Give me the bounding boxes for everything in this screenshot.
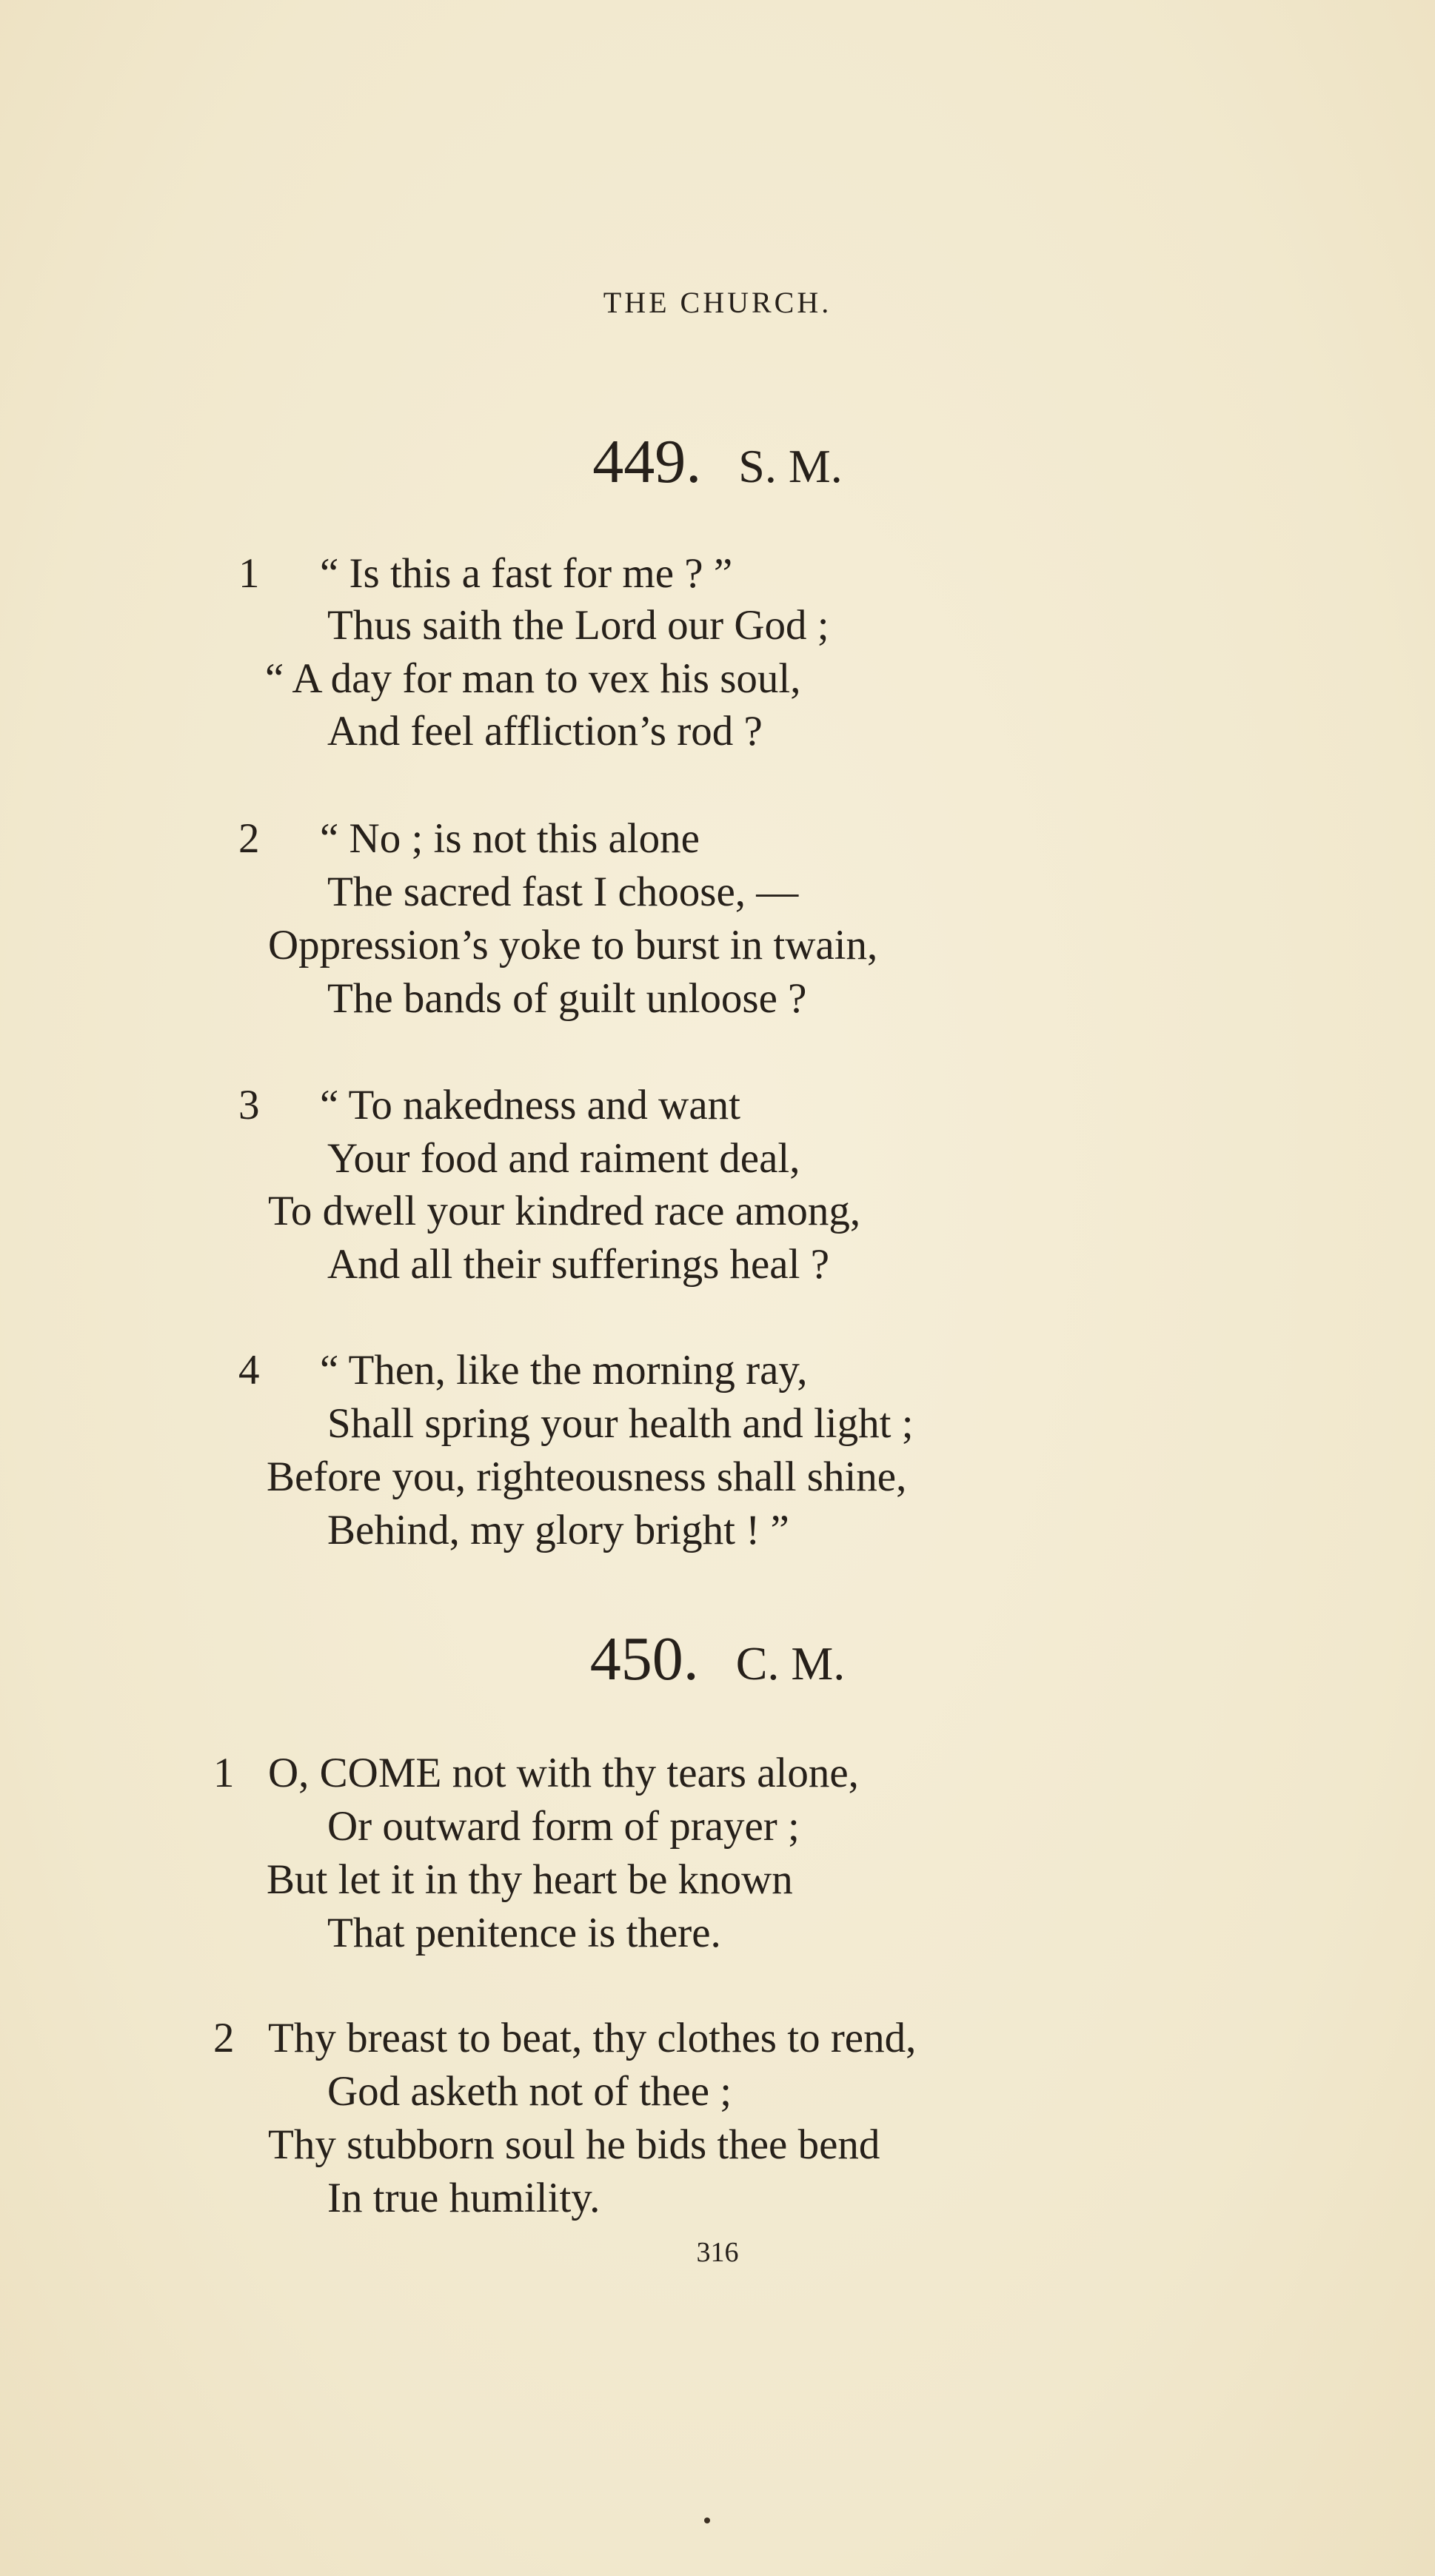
verse-line: Before you, righteousness shall shine, xyxy=(267,1453,907,1500)
verse-number: 1 xyxy=(238,550,260,597)
verse-line: Or outward form of prayer ; xyxy=(327,1803,800,1850)
verse-line: O, COME not with thy tears alone, xyxy=(268,1750,859,1796)
verse-line: “ No ; is not this alone xyxy=(320,815,700,862)
verse-line: Thus saith the Lord our God ; xyxy=(327,602,829,649)
verse-line: Shall spring your health and light ; xyxy=(327,1400,914,1447)
verse-line: In true humility. xyxy=(327,2175,601,2221)
hymn-heading xyxy=(0,426,1435,498)
verse-line: But let it in thy heart be known xyxy=(267,1856,793,1903)
verse-number: 1 xyxy=(213,1750,235,1796)
verse-number: 4 xyxy=(238,1347,260,1394)
hymn-meter: C. M. xyxy=(735,1637,846,1690)
page-number: 316 xyxy=(696,2237,739,2268)
verse-line: “ Then, like the morning ray, xyxy=(320,1347,808,1394)
hymn-number: 450. xyxy=(589,1625,699,1693)
verse-line: God asketh not of thee ; xyxy=(327,2068,732,2115)
ink-speck xyxy=(704,2518,710,2523)
verse-line: “ Is this a fast for me ? ” xyxy=(320,550,733,597)
verse-line: That penitence is there. xyxy=(327,1910,721,1956)
verse-number: 2 xyxy=(238,815,260,862)
verse-line: And all their sufferings heal ? xyxy=(327,1241,829,1288)
verse-number: 3 xyxy=(238,1082,260,1128)
verse-line: Your food and raiment deal, xyxy=(327,1135,800,1182)
verse-line: Oppression’s yoke to burst in twain, xyxy=(268,922,878,968)
verse-line: The sacred fast I choose, — xyxy=(327,869,799,915)
hymn-number: 449. xyxy=(592,427,702,496)
verse-line: “ A day for man to vex his soul, xyxy=(265,655,801,702)
running-head: THE CHURCH. xyxy=(603,286,832,319)
verse-line: “ To nakedness and want xyxy=(320,1082,740,1128)
verse-line: To dwell your kindred race among, xyxy=(268,1188,861,1234)
verse-line: Behind, my glory bright ! ” xyxy=(327,1507,789,1553)
hymn-heading xyxy=(0,1623,1435,1695)
verse-number: 2 xyxy=(213,2015,235,2061)
hymn-meter: S. M. xyxy=(738,440,843,492)
verse-line: And feel affliction’s rod ? xyxy=(327,708,763,755)
verse-line: The bands of guilt unloose ? xyxy=(327,975,807,1022)
verse-line: Thy breast to beat, thy clothes to rend, xyxy=(268,2015,917,2061)
verse-line: Thy stubborn soul he bids thee bend xyxy=(268,2121,880,2168)
